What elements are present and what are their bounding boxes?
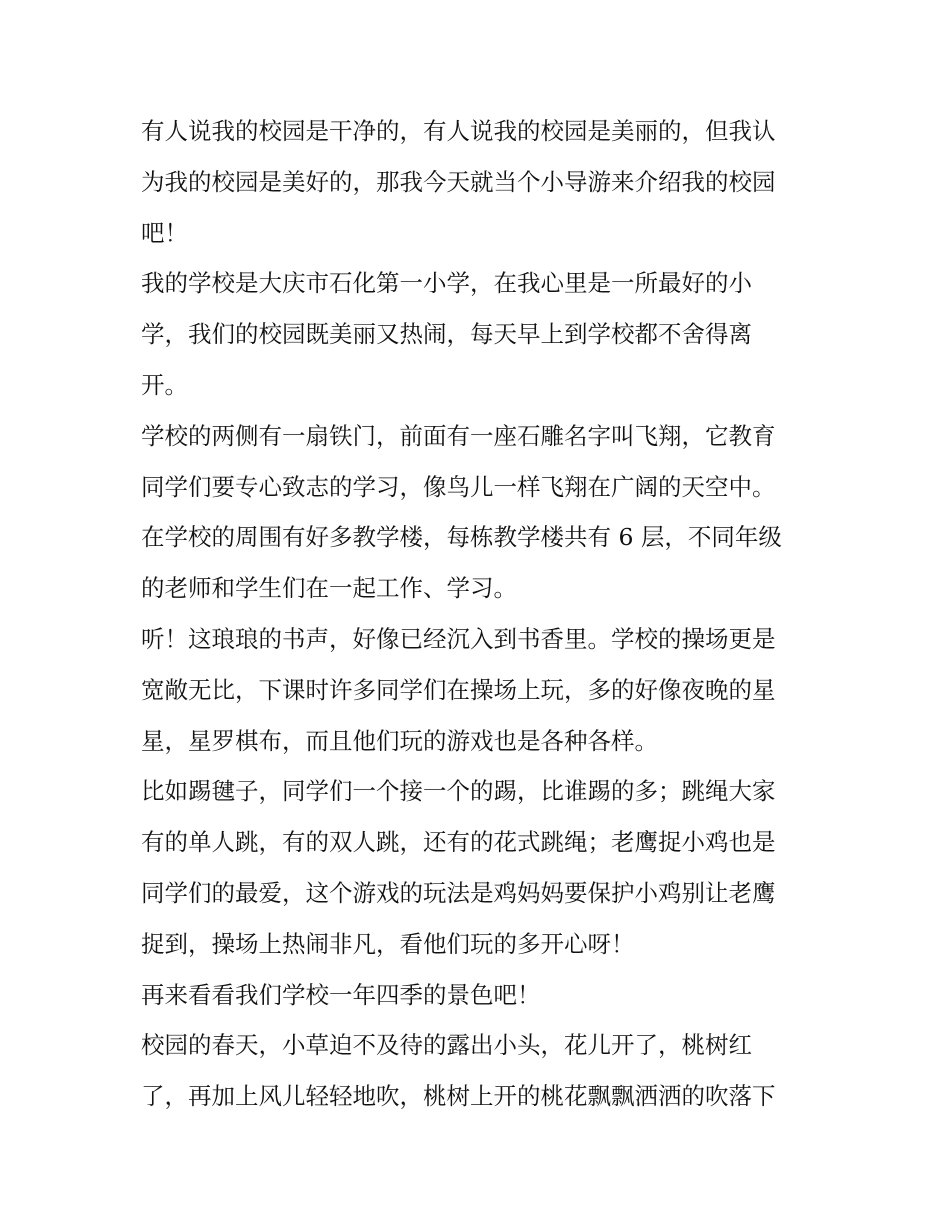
document-body-text: [141, 106, 821, 1122]
text-line: 我的学校是大庆市石化第一小学，在我心里是一所最好的小: [141, 269, 752, 298]
text-line: 了，再加上风儿轻轻地吹，桃树上开的桃花飘飘洒洒的吹落下: [141, 1082, 776, 1111]
text-line: 星，星罗棋布，而且他们玩的游戏也是各种各样。: [141, 726, 658, 755]
text-line: 开。: [141, 370, 188, 399]
text-line: 宽敞无比，下课时许多同学们在操场上玩，多的好像夜晚的星: [141, 675, 776, 704]
text-line: 有的单人跳，有的双人跳，还有的花式跳绳；老鹰捉小鸡也是: [141, 828, 776, 857]
text-line: 同学们要专心致志的学习，像鸟儿一样飞翔在广阔的天空中。: [141, 472, 776, 501]
text-line: 校园的春天，小草迫不及待的露出小头，花儿开了，桃树红: [141, 1031, 752, 1060]
text-line: 为我的校园是美好的，那我今天就当个小导游来介绍我的校园: [141, 167, 776, 196]
text-line: 学，我们的校园既美丽又热闹，每天早上到学校都不舍得离: [141, 320, 752, 349]
text-line: 捉到，操场上热闹非凡，看他们玩的多开心呀！: [141, 929, 635, 958]
text-line: 再来看看我们学校一年四季的景色吧！: [141, 980, 541, 1009]
text-line: 在学校的周围有好多教学楼，每栋教学楼共有 6 层，不同年级: [141, 523, 782, 552]
text-line: 学校的两侧有一扇铁门，前面有一座石雕名字叫飞翔，它教育: [141, 421, 776, 450]
text-line: 有人说我的校园是干净的，有人说我的校园是美丽的，但我认: [141, 117, 776, 145]
text-line: 吧！: [141, 218, 188, 247]
text-line: 比如踢毽子，同学们一个接一个的踢，比谁踢的多；跳绳大家: [141, 777, 776, 806]
text-line: 同学们的最爱，这个游戏的玩法是鸡妈妈要保护小鸡别让老鹰: [141, 878, 776, 907]
text-line: 的老师和学生们在一起工作、学习。: [141, 574, 517, 603]
text-line: 听！这琅琅的书声，好像已经沉入到书香里。学校的操场更是: [141, 624, 776, 653]
